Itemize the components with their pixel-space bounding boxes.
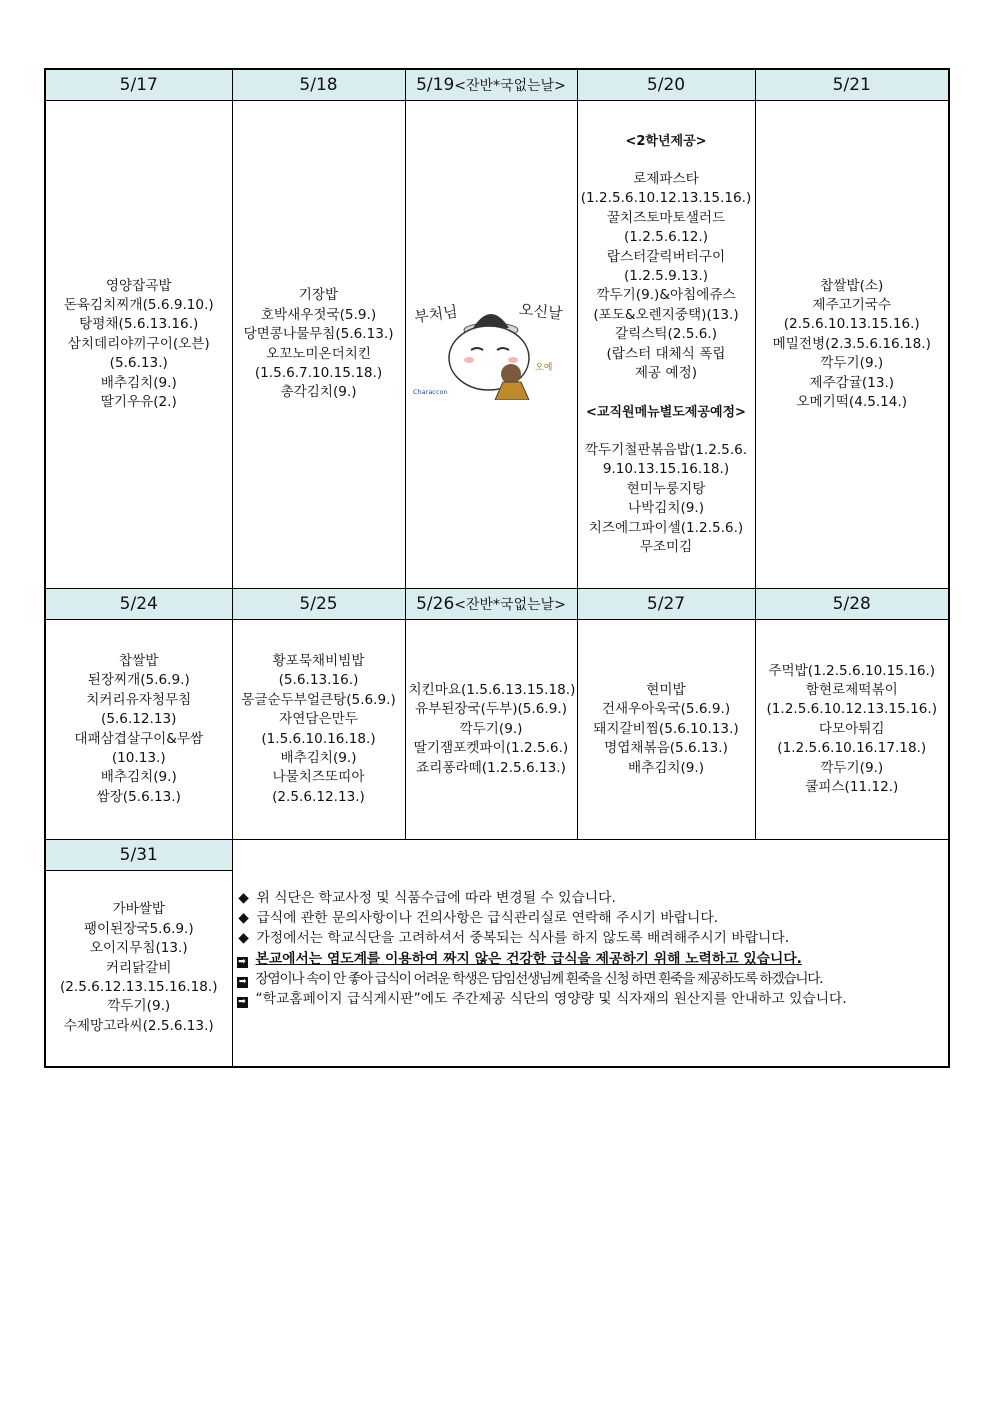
menu-item: (포도&오렌지중택)(13.) <box>593 306 739 323</box>
menu-item: (2.5.6.10.13.15.16.) <box>783 316 920 333</box>
menu-item: (1.2.5.6.12.) <box>623 229 709 246</box>
menu-item: 나물치즈또띠아 <box>272 769 365 786</box>
menu-item: (1.5.6.10.16.18.) <box>261 730 376 747</box>
menu-cell-517 <box>45 101 232 589</box>
notice-panel <box>232 840 949 1067</box>
date-header-518: 5/18 <box>232 69 405 101</box>
menu-item: 현미밥 <box>646 681 686 698</box>
menu-cell-531 <box>45 871 232 1067</box>
menu-item: 깍두기(9.) <box>107 998 171 1015</box>
menu-item: 오이지무침(13.) <box>89 940 188 957</box>
menu-item: 죠리퐁라떼(1.2.5.6.13.) <box>416 759 566 776</box>
menu-item: (2.5.6.12.13.) <box>272 788 365 805</box>
menu-item: 몽글순두부얼큰탕(5.6.9.) <box>241 691 396 708</box>
staff-menu-item: 무조미김 <box>639 538 693 555</box>
menu-item: (2.5.6.12.13.15.16.18.) <box>59 978 218 995</box>
arrow-box-icon: ➡ <box>238 997 246 1008</box>
menu-item: 찹쌀밥 <box>119 652 159 669</box>
menu-item: 꿀치즈토마토샐러드 <box>606 209 726 226</box>
menu-item: 딸기우유(2.) <box>100 394 177 411</box>
staff-menu-item: 깍두기철판볶음밥(1.2.5.6. <box>584 441 748 458</box>
date-header-520: 5/20 <box>577 69 755 101</box>
diamond-bullet-icon: ◆ <box>238 910 249 927</box>
menu-item: 오꼬노미온더치킨 <box>265 345 372 362</box>
menu-item: 쌈장(5.6.13.) <box>96 788 181 805</box>
menu-item: 깍두기(9.) <box>820 355 884 372</box>
notice-line: ◆ 가정에서는 학교식단을 고려하셔서 중복되는 식사를 하지 않도록 배려해주시기 바랍니다. <box>237 928 949 948</box>
date-header-531: 5/31 <box>45 840 232 871</box>
menu-item: 깍두기(9.) <box>820 759 884 776</box>
illustration-tag: 오예 <box>535 362 553 373</box>
menu-item: (1.5.6.7.10.15.18.) <box>254 364 383 381</box>
menu-cell-519 <box>405 101 577 589</box>
menu-item: 배추김치(9.) <box>100 769 177 786</box>
illustration-credit: Characcon <box>413 387 448 396</box>
small-figure-head-shape <box>501 364 521 384</box>
date-header-526 <box>405 589 577 620</box>
no-soup-day-note: <잔반*국없는날> <box>454 597 566 613</box>
menu-item: 팽이된장국5.6.9.) <box>83 920 194 937</box>
grade2-provided-title: <2학년제공> <box>625 133 707 149</box>
menu-item: 총각김치(9.) <box>280 384 357 401</box>
menu-item: 깍두기(9.) <box>459 720 523 737</box>
menu-item: (1.2.5.6.10.12.13.15.16.) <box>766 701 938 718</box>
menu-item: 치커리유자청무침 <box>86 691 192 708</box>
menu-item: (1.2.5.9.13.) <box>623 268 709 285</box>
menu-cell-520 <box>577 101 755 589</box>
menu-item: (5.6.12.13) <box>101 711 177 728</box>
menu-cell-525 <box>232 620 405 840</box>
menu-item: 가바쌀밥 <box>112 901 166 918</box>
menu-item: 명엽채볶음(5.6.13.) <box>604 740 728 757</box>
menu-item: 함현로제떡볶이 <box>805 681 898 698</box>
menu-item: 로제파스타 <box>633 171 699 188</box>
staff-menu-title: <교직원메뉴별도제공예정> <box>586 404 746 420</box>
menu-cell-524 <box>45 620 232 840</box>
staff-menu-item: 현미누룽지탕 <box>626 480 706 497</box>
diamond-bullet-icon: ◆ <box>238 890 249 906</box>
staff-menu-item: 9.10.13.15.16.18.) <box>602 461 730 478</box>
menu-item: 유부된장국(두부)(5.6.9.) <box>414 701 568 718</box>
menu-item: 된장찌개(5.6.9.) <box>87 672 190 689</box>
left-cheek-shape <box>464 357 474 363</box>
menu-item: 커리닭갈비 <box>105 959 172 976</box>
menu-item: 제공 예정) <box>634 365 698 382</box>
date-header-528: 5/28 <box>755 589 949 620</box>
menu-cell-526 <box>405 620 577 840</box>
menu-item: 찹쌀밥(소) <box>820 277 884 294</box>
menu-item: 삼치데리야끼구이(오븐) <box>67 335 210 352</box>
buddhas-birthday-illustration <box>411 290 571 400</box>
notice-line: ◆ 급식에 관한 문의사항이나 건의사항은 급식관리실로 연락해 주시기 바랍니다. <box>237 908 949 928</box>
date-header-525: 5/25 <box>232 589 405 620</box>
menu-item: 호박새우젓국(5.9.) <box>260 306 377 323</box>
right-cheek-shape <box>508 357 518 363</box>
menu-item: 다모아튀김 <box>818 720 885 737</box>
no-soup-day-note: <잔반*국없는날> <box>454 78 566 94</box>
illustration-text-left: 부처님 <box>413 301 459 326</box>
menu-item: (랍스터 대체식 폭립 <box>606 345 726 362</box>
week1-header-row <box>45 69 949 101</box>
notice-line: ➡ “학교홈페이지 급식게시판”에도 주간제공 식단의 영양량 및 식자재의 원산지를 안내하고 있습니다. <box>238 991 847 1008</box>
menu-item: 깍두기(9.)&아침에쥬스 <box>596 287 736 304</box>
menu-item: 배추김치(9.) <box>280 749 357 766</box>
week2-menu-row <box>45 620 949 840</box>
menu-item: 당면콩나물무침(5.6.13.) <box>243 326 394 343</box>
illustration-text-right: 오신날 <box>518 299 564 323</box>
menu-item: 탕평채(5.6.13.16.) <box>79 316 199 333</box>
menu-item: (1.2.5.6.10.16.17.18.) <box>777 740 927 757</box>
menu-item: 쿨피스(11.12.) <box>805 779 899 796</box>
menu-cell-527 <box>577 620 755 840</box>
menu-item: 돈육김치찌개(5.6.9.10.) <box>63 296 214 313</box>
menu-item: (5.6.13.) <box>109 355 168 372</box>
staff-menu-item: 나박김치(9.) <box>627 500 705 517</box>
week1-menu-row <box>45 101 949 589</box>
menu-cell-528 <box>755 620 949 840</box>
menu-item: 딸기잼포켓파이(1.2.5.6.) <box>413 740 569 757</box>
menu-item: 제주고기국수 <box>812 296 892 313</box>
menu-item: 배추김치(9.) <box>627 759 705 776</box>
menu-cell-521 <box>755 101 949 589</box>
date-519: 5/19 <box>416 75 455 95</box>
menu-item: 돼지갈비찜(5.6.10.13.) <box>593 720 739 737</box>
menu-item: 수제망고라씨(2.5.6.13.) <box>63 1017 214 1034</box>
menu-item: (5.6.13.16.) <box>278 672 359 689</box>
menu-item: 건새우아욱국(5.6.9.) <box>601 701 731 718</box>
date-header-517: 5/17 <box>45 69 232 101</box>
date-header-524: 5/24 <box>45 589 232 620</box>
menu-item: 랍스터갈릭버터구이 <box>606 248 726 265</box>
menu-item: 영양잡곡밥 <box>105 277 172 294</box>
menu-item: 치킨마요(1.5.6.13.15.18.) <box>408 681 576 698</box>
notice-line-emphasis: ➡ 본교에서는 염도계를 이용하여 짜지 않은 건강한 급식을 제공하기 위해 노력하고 있습니다. <box>238 950 802 967</box>
menu-item: (10.13.) <box>111 749 166 766</box>
week2-header-row <box>45 589 949 620</box>
menu-item: (1.2.5.6.10.12.13.15.16.) <box>580 190 752 207</box>
date-header-521: 5/21 <box>755 69 949 101</box>
menu-item: 기장밥 <box>298 287 339 304</box>
menu-item: 대패삼겹살구이&무쌈 <box>74 730 204 747</box>
notice-line: ◆ 위 식단은 학교사정 및 식품수급에 따라 변경될 수 있습니다. <box>237 888 949 908</box>
week3-header-row <box>45 840 949 871</box>
date-526: 5/26 <box>416 594 455 614</box>
menu-item: 오메기떡(4.5.14.) <box>796 394 908 411</box>
diamond-bullet-icon: ◆ <box>238 930 249 947</box>
menu-cell-518 <box>232 101 405 589</box>
date-header-527: 5/27 <box>577 589 755 620</box>
meal-menu-table <box>44 68 950 1068</box>
date-header-519 <box>405 69 577 101</box>
menu-item: 주먹밥(1.2.5.6.10.15.16.) <box>768 662 936 679</box>
menu-item: 자연담은만두 <box>279 711 358 728</box>
menu-item: 배추김치(9.) <box>100 374 177 391</box>
menu-item: 메밀전병(2.3.5.6.16.18.) <box>772 335 931 352</box>
notice-line: ➡ 장염이나 속이 안 좋아 급식이 어려운 학생은 담임선생님께 흰죽을 신청 하면 흰죽을 제공하도록 하겠습니다. <box>237 969 949 989</box>
menu-item: 황포묵채비빔밥 <box>272 652 365 669</box>
menu-item: 갈릭스틱(2.5.6.) <box>614 326 718 343</box>
staff-menu-item: 치즈에그파이셀(1.2.5.6.) <box>588 519 744 536</box>
arrow-box-icon: ➡ <box>238 956 246 967</box>
arrow-box-icon: ➡ <box>237 977 248 988</box>
menu-item: 제주감귤(13.) <box>809 374 895 391</box>
